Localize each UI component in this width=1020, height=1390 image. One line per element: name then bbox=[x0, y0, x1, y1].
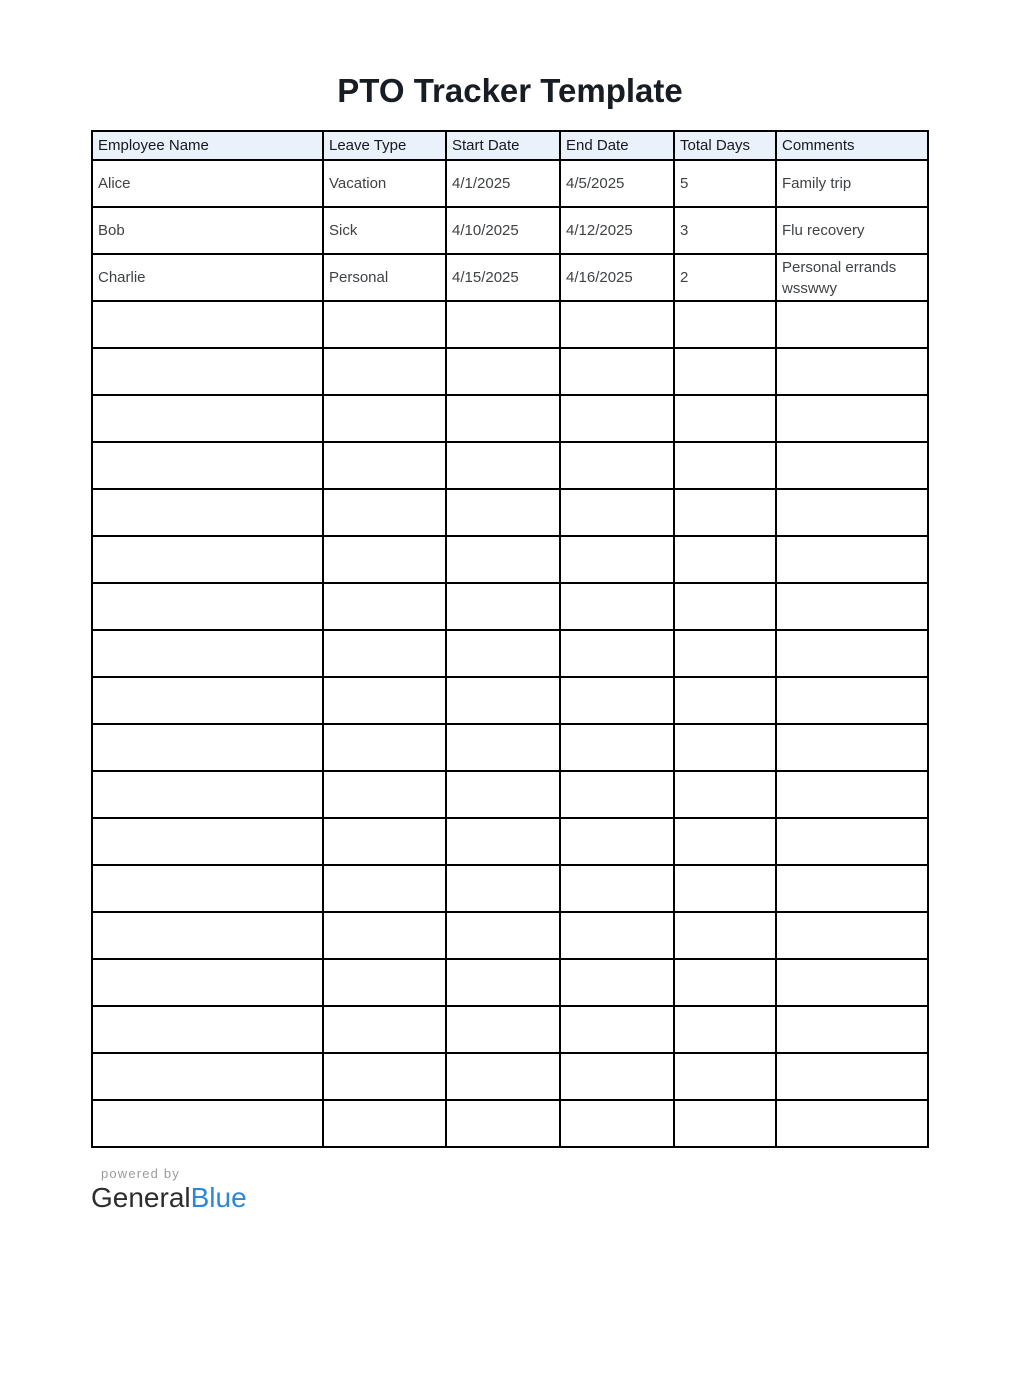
empty-cell bbox=[560, 677, 674, 724]
cell-total-days: 5 bbox=[674, 160, 776, 207]
empty-cell bbox=[323, 395, 446, 442]
empty-cell bbox=[776, 489, 928, 536]
empty-table-row bbox=[92, 1100, 928, 1147]
empty-cell bbox=[323, 1006, 446, 1053]
empty-cell bbox=[323, 630, 446, 677]
empty-cell bbox=[446, 395, 560, 442]
empty-cell bbox=[560, 1053, 674, 1100]
empty-cell bbox=[776, 818, 928, 865]
empty-cell bbox=[776, 583, 928, 630]
empty-cell bbox=[674, 395, 776, 442]
empty-cell bbox=[776, 1100, 928, 1147]
empty-cell bbox=[776, 630, 928, 677]
empty-cell bbox=[323, 959, 446, 1006]
column-header-comments: Comments bbox=[776, 131, 928, 160]
empty-cell bbox=[674, 677, 776, 724]
cell-total-days: 2 bbox=[674, 254, 776, 301]
pto-table bbox=[91, 130, 929, 1148]
empty-cell bbox=[92, 724, 323, 771]
generalblue-logo[interactable] bbox=[91, 1182, 1020, 1214]
empty-cell bbox=[446, 959, 560, 1006]
cell-leave-type: Personal bbox=[323, 254, 446, 301]
empty-cell bbox=[92, 1053, 323, 1100]
cell-leave-type: Vacation bbox=[323, 160, 446, 207]
empty-cell bbox=[446, 301, 560, 348]
empty-cell bbox=[776, 395, 928, 442]
empty-cell bbox=[323, 912, 446, 959]
cell-comments: Family trip bbox=[776, 160, 928, 207]
empty-cell bbox=[776, 724, 928, 771]
empty-cell bbox=[323, 536, 446, 583]
cell-start-date: 4/1/2025 bbox=[446, 160, 560, 207]
empty-cell bbox=[560, 301, 674, 348]
empty-table-row bbox=[92, 1006, 928, 1053]
empty-table-row bbox=[92, 348, 928, 395]
empty-table-row bbox=[92, 771, 928, 818]
empty-cell bbox=[776, 1053, 928, 1100]
empty-cell bbox=[92, 583, 323, 630]
data-rows-body bbox=[92, 160, 928, 301]
table-row bbox=[92, 207, 928, 254]
empty-cell bbox=[674, 1053, 776, 1100]
empty-cell bbox=[446, 583, 560, 630]
empty-cell bbox=[446, 818, 560, 865]
empty-cell bbox=[674, 865, 776, 912]
empty-cell bbox=[674, 1006, 776, 1053]
empty-cell bbox=[560, 395, 674, 442]
empty-cell bbox=[323, 1053, 446, 1100]
empty-cell bbox=[674, 583, 776, 630]
empty-cell bbox=[776, 912, 928, 959]
empty-cell bbox=[92, 818, 323, 865]
empty-cell bbox=[776, 348, 928, 395]
empty-cell bbox=[674, 536, 776, 583]
empty-table-row bbox=[92, 912, 928, 959]
empty-cell bbox=[446, 489, 560, 536]
cell-comments: Flu recovery bbox=[776, 207, 928, 254]
empty-cell bbox=[446, 724, 560, 771]
empty-cell bbox=[446, 677, 560, 724]
empty-cell bbox=[446, 1053, 560, 1100]
empty-cell bbox=[323, 771, 446, 818]
empty-cell bbox=[323, 677, 446, 724]
empty-cell bbox=[776, 771, 928, 818]
empty-rows-body bbox=[92, 301, 928, 1147]
empty-table-row bbox=[92, 818, 928, 865]
empty-cell bbox=[446, 630, 560, 677]
empty-cell bbox=[674, 912, 776, 959]
empty-table-row bbox=[92, 301, 928, 348]
table-row bbox=[92, 160, 928, 207]
cell-start-date: 4/15/2025 bbox=[446, 254, 560, 301]
empty-table-row bbox=[92, 724, 928, 771]
column-header-end-date: End Date bbox=[560, 131, 674, 160]
empty-cell bbox=[323, 724, 446, 771]
footer bbox=[91, 1166, 1020, 1214]
empty-cell bbox=[323, 348, 446, 395]
empty-cell bbox=[92, 865, 323, 912]
empty-cell bbox=[92, 536, 323, 583]
empty-cell bbox=[446, 865, 560, 912]
table-header-row bbox=[92, 131, 928, 160]
empty-cell bbox=[92, 395, 323, 442]
empty-cell bbox=[674, 489, 776, 536]
empty-cell bbox=[92, 489, 323, 536]
empty-cell bbox=[446, 442, 560, 489]
empty-cell bbox=[446, 348, 560, 395]
empty-cell bbox=[323, 583, 446, 630]
empty-cell bbox=[323, 442, 446, 489]
empty-cell bbox=[776, 865, 928, 912]
empty-cell bbox=[560, 536, 674, 583]
empty-cell bbox=[674, 348, 776, 395]
empty-cell bbox=[92, 912, 323, 959]
empty-cell bbox=[92, 1006, 323, 1053]
empty-cell bbox=[92, 1100, 323, 1147]
empty-cell bbox=[560, 1006, 674, 1053]
empty-cell bbox=[92, 959, 323, 1006]
empty-table-row bbox=[92, 395, 928, 442]
empty-table-row bbox=[92, 959, 928, 1006]
empty-cell bbox=[560, 912, 674, 959]
column-header-leave-type: Leave Type bbox=[323, 131, 446, 160]
empty-cell bbox=[446, 1100, 560, 1147]
empty-cell bbox=[560, 771, 674, 818]
empty-table-row bbox=[92, 1053, 928, 1100]
empty-cell bbox=[92, 771, 323, 818]
empty-cell bbox=[92, 348, 323, 395]
column-header-total-days: Total Days bbox=[674, 131, 776, 160]
empty-cell bbox=[92, 301, 323, 348]
table-row bbox=[92, 254, 928, 301]
cell-employee-name: Charlie bbox=[92, 254, 323, 301]
empty-cell bbox=[560, 959, 674, 1006]
empty-cell bbox=[674, 771, 776, 818]
empty-cell bbox=[674, 301, 776, 348]
empty-cell bbox=[674, 818, 776, 865]
empty-cell bbox=[446, 1006, 560, 1053]
empty-cell bbox=[446, 912, 560, 959]
brand-secondary-text: Blue bbox=[190, 1182, 247, 1213]
empty-cell bbox=[560, 630, 674, 677]
cell-start-date: 4/10/2025 bbox=[446, 207, 560, 254]
empty-cell bbox=[446, 536, 560, 583]
empty-cell bbox=[560, 865, 674, 912]
empty-cell bbox=[323, 489, 446, 536]
cell-employee-name: Bob bbox=[92, 207, 323, 254]
cell-end-date: 4/12/2025 bbox=[560, 207, 674, 254]
empty-cell bbox=[560, 1100, 674, 1147]
column-header-start-date: Start Date bbox=[446, 131, 560, 160]
empty-table-row bbox=[92, 536, 928, 583]
empty-table-row bbox=[92, 489, 928, 536]
cell-end-date: 4/5/2025 bbox=[560, 160, 674, 207]
empty-cell bbox=[674, 724, 776, 771]
empty-cell bbox=[446, 771, 560, 818]
empty-cell bbox=[323, 301, 446, 348]
empty-cell bbox=[560, 442, 674, 489]
cell-employee-name: Alice bbox=[92, 160, 323, 207]
page-title: PTO Tracker Template bbox=[337, 72, 683, 109]
cell-comments: Personal errands wsswwy bbox=[776, 254, 928, 301]
powered-by-label: powered by bbox=[101, 1166, 180, 1181]
empty-cell bbox=[92, 442, 323, 489]
empty-cell bbox=[323, 818, 446, 865]
empty-cell bbox=[674, 630, 776, 677]
empty-cell bbox=[776, 959, 928, 1006]
empty-table-row bbox=[92, 442, 928, 489]
cell-total-days: 3 bbox=[674, 207, 776, 254]
brand-primary-text: General bbox=[91, 1182, 191, 1213]
empty-cell bbox=[560, 489, 674, 536]
empty-cell bbox=[92, 677, 323, 724]
empty-cell bbox=[674, 1100, 776, 1147]
cell-end-date: 4/16/2025 bbox=[560, 254, 674, 301]
empty-cell bbox=[323, 1100, 446, 1147]
empty-cell bbox=[776, 677, 928, 724]
empty-cell bbox=[776, 1006, 928, 1053]
empty-table-row bbox=[92, 865, 928, 912]
empty-cell bbox=[776, 442, 928, 489]
empty-table-row bbox=[92, 630, 928, 677]
cell-leave-type: Sick bbox=[323, 207, 446, 254]
empty-cell bbox=[674, 442, 776, 489]
empty-cell bbox=[560, 724, 674, 771]
empty-cell bbox=[560, 348, 674, 395]
column-header-employee-name: Employee Name bbox=[92, 131, 323, 160]
empty-cell bbox=[560, 583, 674, 630]
empty-cell bbox=[674, 959, 776, 1006]
empty-cell bbox=[776, 536, 928, 583]
empty-cell bbox=[776, 301, 928, 348]
empty-table-row bbox=[92, 677, 928, 724]
empty-cell bbox=[92, 630, 323, 677]
empty-cell bbox=[560, 818, 674, 865]
empty-table-row bbox=[92, 583, 928, 630]
empty-cell bbox=[323, 865, 446, 912]
